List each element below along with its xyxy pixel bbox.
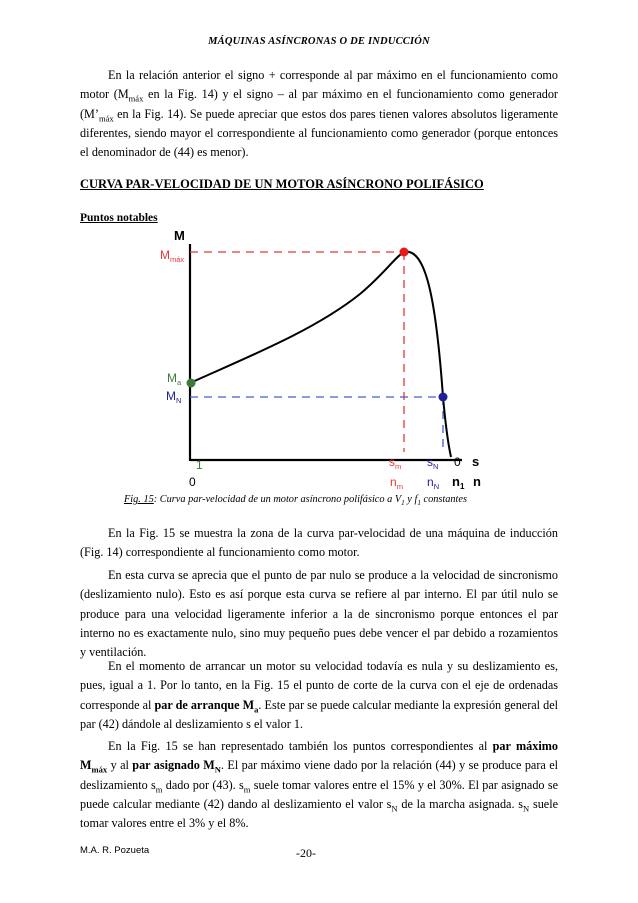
s-zero-label: 0 xyxy=(454,455,461,469)
subsection-title: Puntos notables xyxy=(80,212,158,224)
page-number: -20- xyxy=(296,846,316,860)
nm-label: $n_m$ xyxy=(390,475,403,491)
ma-point xyxy=(187,379,196,388)
y-axis-label: M xyxy=(174,228,185,243)
n-axis-label: n xyxy=(473,474,481,489)
page-header: MÁQUINAS ASÍNCRONAS O DE INDUCCIÓN xyxy=(208,36,430,47)
s-axis-label: s xyxy=(472,454,480,469)
n-zero-label: 0 xyxy=(189,475,196,489)
figure-caption: Fig. 15: Curva par-velocidad de un motor asíncrono polifásico a $V_1$ y $f_1$ constantes xyxy=(124,494,467,508)
paragraph-4: En el momento de arrancar un motor su velocidad todavía es nula y su deslizamiento es, pues, igual a 1. Por lo tanto, en la Fig. 15 el punto de corte de la curva con el eje de ordenadas corresponde al par de arranque $M_a$. Este par se puede calcular mediante la expresión general del par (42) dándole al deslizamiento s el valor 1. xyxy=(80,659,558,731)
s-one-label: 1 xyxy=(196,458,203,472)
ma-label: $M_a$ xyxy=(167,371,182,387)
nn-label: $n_N$ xyxy=(427,475,440,491)
mn-label: $M_N$ xyxy=(166,389,182,405)
paragraph-5: En la Fig. 15 se han representado también los puntos correspondientes al par máximo $M_{máx}$ y al par asignado $M_N$. El par máximo viene dado por la relación (44) y se produce para el deslizamiento $s_m$ dado por (43). $s_m$ suele tomar valores entre el 15% y el 30%. El par asignado se puede calcular mediante (42) dando al deslizamiento el valor $s_N$ de la marcha asignada. $s_N$ suele tomar valores entre el 3% y el 8%. xyxy=(80,739,559,831)
mmax-label: $M_{máx}$ xyxy=(160,248,185,264)
torque-curve xyxy=(190,252,451,457)
mmax-point xyxy=(400,248,409,257)
mn-point xyxy=(439,393,448,402)
paragraph-1: En la relación anterior el signo + corresponde al par máximo en el funcionamiento como motor ($M_{máx}$ en la Fig. 14) y el signo – al par máximo en el funcionamiento como generador ($M’_{máx}$ en la Fig. 14). Se puede apreciar que estos dos pares tienen valores absolutos ligeramente diferentes, siendo mayor el correspondiente al funcionamiento como generador (porque entonces el denominador de (44) es menor). xyxy=(80,68,558,160)
sn-label: $s_N$ xyxy=(427,455,439,471)
paragraph-2: En la Fig. 15 se muestra la zona de la curva par-velocidad de una máquina de inducción (Fig. 14) correspondiente al funcionamiento como motor. xyxy=(80,526,558,560)
n1-label: $n_1$ xyxy=(452,474,465,491)
sm-label: $s_m$ xyxy=(389,455,402,471)
footer-author: M.A. R. Pozueta xyxy=(80,845,150,856)
section-title: CURVA PAR-VELOCIDAD DE UN MOTOR ASÍNCRONO POLIFÁSICO xyxy=(80,177,484,191)
paragraph-3: En esta curva se aprecia que el punto de par nulo se produce a la velocidad de sincronismo (deslizamiento nulo). Esto es así porque esta curva se refiere al par interno. El par útil nulo se produce para una velocidad ligeramente inferior a la de sincronismo porque entonces el par interno no es exactamente nulo, sino muy pequeño pues debe vencer el par debido a rozamientos y ventilación. xyxy=(80,568,558,660)
